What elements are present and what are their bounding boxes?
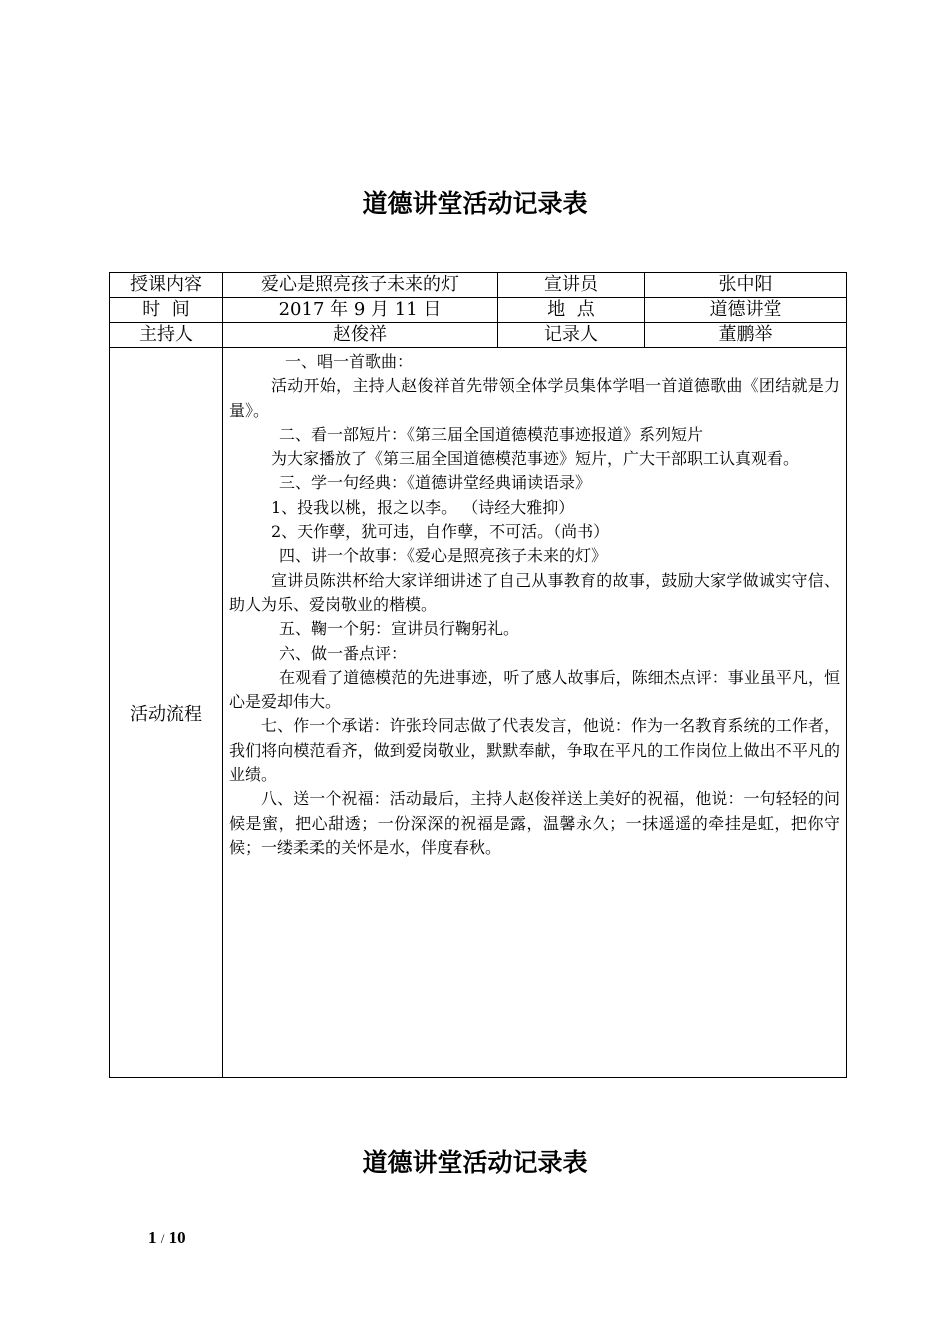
table-row [110,323,847,348]
flow-paragraph: 五、鞠一个躬：宣讲员行鞠躬礼。 [279,619,520,639]
flow-paragraph: 三、学一句经典：《道德讲堂经典诵读语录》 [279,473,592,493]
flow-paragraph: 一、唱一首歌曲： [285,352,414,371]
course-content-value: 爱心是照亮孩子未来的灯 [223,273,498,298]
table-row [110,273,847,298]
activity-flow-label: 活动流程 [110,348,223,1078]
total-pages: 10 [168,1228,186,1247]
flow-paragraph: 四、讲一个故事：《爱心是照亮孩子未来的灯》 [279,546,608,566]
next-page-title: 道德讲堂活动记录表 [362,1148,588,1177]
lecturer-value: 张中阳 [645,273,847,298]
recorder-label: 记录人 [498,323,645,348]
lecturer-label: 宣讲员 [498,273,645,298]
course-content-label: 授课内容 [110,273,223,298]
flow-paragraph: 在观看了道德模范的先进事迹，听了感人故事后，陈细杰点评：事业虽平凡，恒心是爱却伟大。 [229,667,840,712]
flow-paragraph: 七、作一个承诺：许张玲同志做了代表发言，他说：作为一名教育系统的工作者，我们将向模范看齐，做到爱岗敬业，默默奉献，争取在平凡的工作岗位上做出不平凡的业绩。 [229,716,840,785]
flow-paragraph: 二、看一部短片：《第三届全国道德模范事迹报道》系列短片 [279,424,704,444]
page-number [148,1228,186,1248]
host-label: 主持人 [110,323,223,348]
activity-record-table [109,272,847,1078]
activity-flow-content [223,348,847,1078]
recorder-value: 董鹏举 [645,323,847,348]
flow-paragraph: 活动开始，主持人赵俊祥首先带领全体学员集体学唱一首道德歌曲《团结就是力量》。 [229,376,840,420]
time-label: 时 间 [110,298,223,323]
flow-paragraph: 1、投我以桃，报之以李。 （诗经大雅抑） [271,497,575,517]
location-label: 地 点 [498,298,645,323]
flow-paragraph: 八、送一个祝福：活动最后，主持人赵俊祥送上美好的祝福，他说：一句轻轻的问候是蜜，把心甜透；一份深深的祝福是露，温馨永久；一抹遥遥的牵挂是虹，把你守候；一缕柔柔的关怀是水，伴度春秋。 [229,789,840,857]
time-value: 2017 年 9 月 11 日 [223,298,498,323]
flow-paragraph: 宣讲员陈洪杯给大家详细讲述了自己从事教育的故事，鼓励大家学做诚实守信、助人为乐、爱岗敬业的楷模。 [229,570,840,614]
document-title: 道德讲堂活动记录表 [362,189,588,218]
current-page: 1 [148,1228,157,1247]
table-row [110,298,847,323]
table-row [110,348,847,1078]
flow-paragraph: 为大家播放了《第三届全国道德模范事迹》短片，广大干部职工认真观看。 [271,449,800,469]
page-separator: / [160,1231,165,1246]
location-value: 道德讲堂 [645,298,847,323]
flow-paragraph: 六、做一番点评： [279,643,408,663]
flow-paragraph: 2、天作孽，犹可违，自作孽，不可活。（尚书） [271,522,610,542]
host-value: 赵俊祥 [223,323,498,348]
